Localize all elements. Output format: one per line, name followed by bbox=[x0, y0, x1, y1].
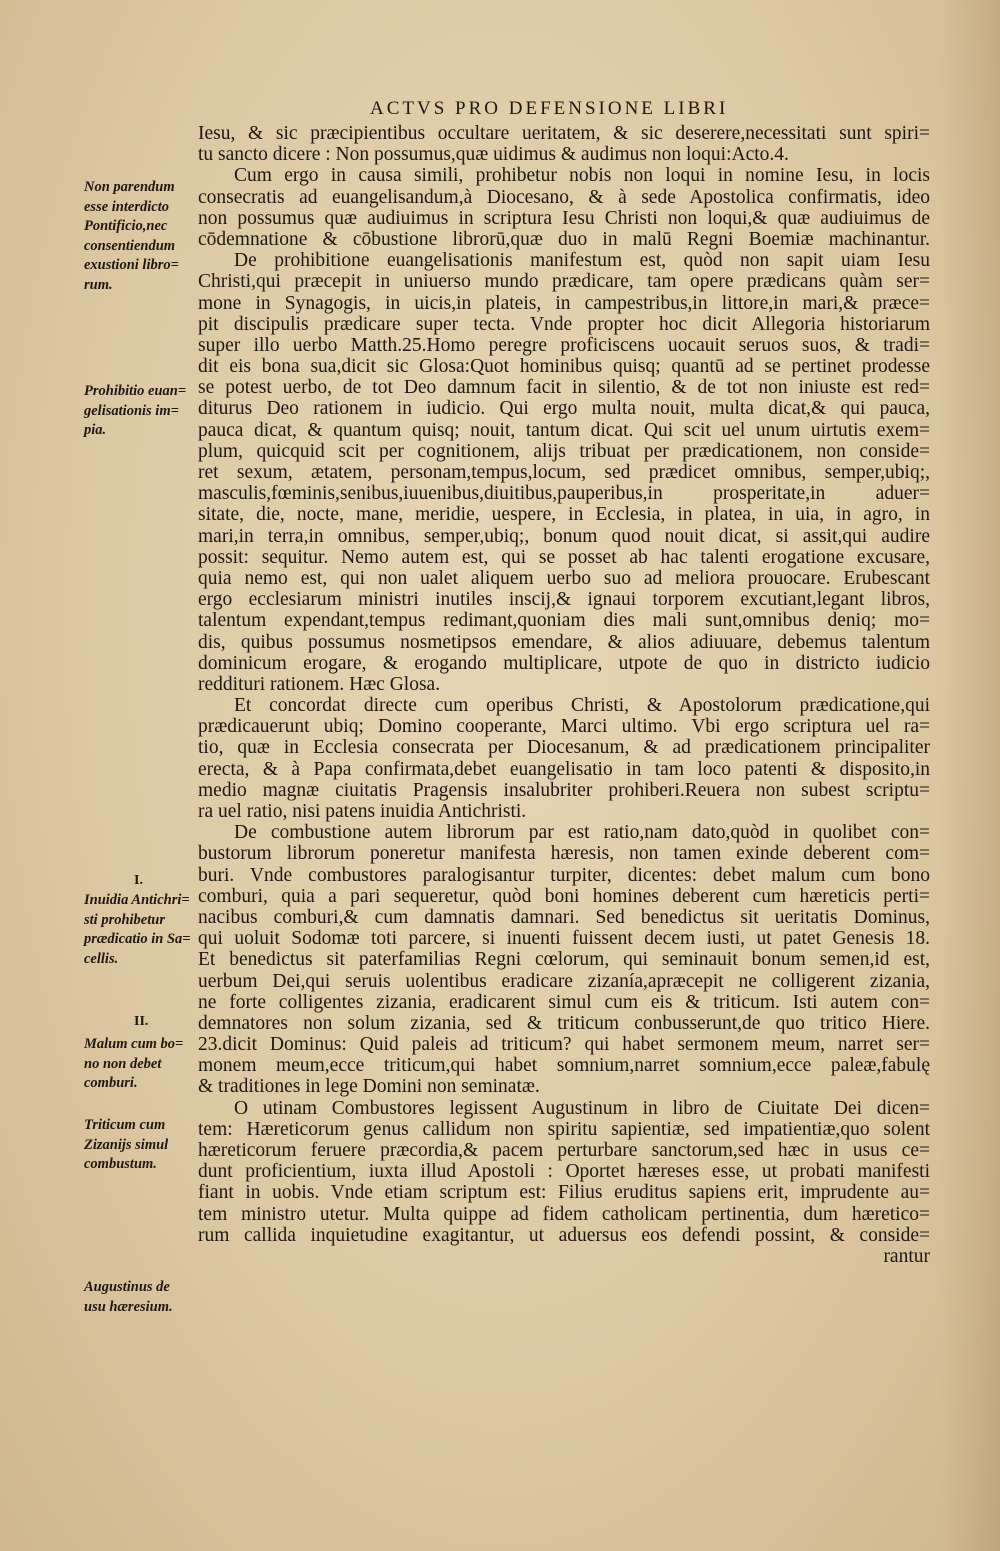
paragraph-start-line: Cum ergo in causa simili, prohibetur nobis non loqui in nomine Iesu, in locis bbox=[234, 165, 930, 187]
margin-note-triticum bbox=[84, 1116, 202, 1175]
text-line: reddituri rationem. Hæc Glosa. bbox=[198, 673, 441, 695]
text-line: tio, quæ in Ecclesia consecrata per Diocesanum, & ad prædicationem principaliter bbox=[198, 737, 930, 759]
text-line: sitate, die, nocte, mane, meridie, uespere, in Ecclesia, in platea, in uia, in agro, in bbox=[198, 504, 930, 526]
text-line: dit eis bona sua,dicit sic Glosa:Quot hominibus quisq; quantū ad se pertinet prodesse bbox=[198, 356, 930, 378]
text-line: tem: Hæreticorum genus callidum non spiritu sapientiæ, sed impatientiæ,quo solent bbox=[198, 1118, 930, 1140]
margin-note-line: Inuidia Antichri= bbox=[84, 892, 190, 908]
text-line: dunt proficientium, iuxta illud Apostoli : Oportet hæreses esse, ut probati manifesti bbox=[198, 1161, 930, 1183]
text-line: masculis,fœminis,senibus,iuuenibus,diuitibus,pauperibus,in prosperitate,in aduer= bbox=[198, 483, 930, 505]
text-line: comburi, quia a pari sequeretur, quòd boni homines deberent cum hæreticis perti= bbox=[198, 885, 930, 907]
main-text-block bbox=[198, 123, 930, 1267]
margin-note-inuidia bbox=[84, 891, 202, 969]
margin-note-interdict bbox=[84, 178, 202, 295]
margin-note-line: Non parendum bbox=[84, 179, 175, 195]
text-line: se potest uerbo, de tot Deo damnum facit in silentio, & de tot non iniuste est red= bbox=[198, 377, 930, 399]
text-line: Christi,qui præcepit in uniuerso mundo prædicare, tam opere prædicans quàm ser= bbox=[198, 271, 930, 293]
text-line: cōdemnatione & cōbustione librorū,quæ duo in malū Regni Boemiæ machinantur. bbox=[198, 228, 930, 250]
margin-note-line: gelisationis im= bbox=[84, 402, 179, 419]
margin-note-line: Pontificio,nec bbox=[84, 218, 168, 234]
text-line: dominicum erogare, & erogando multiplicare, utpote de quo in districto iudicio bbox=[198, 652, 930, 674]
text-line: qui uoluit Sodomæ toti parcere, si inuenti fuissent decem iusti, ut patet Genesis 18. bbox=[198, 928, 930, 950]
text-line: diturus Deo rationem in iudicio. Qui ergo multa nouit, multa dicat,& qui pauca, bbox=[198, 398, 930, 420]
margin-note-line: esse interdicto bbox=[84, 198, 169, 215]
text-line: demnatores non solum zizania, sed & triticum conbusserunt,de quo tritico Hiere. bbox=[198, 1012, 930, 1034]
text-line: talentum expendant,tempus redimant,quoniam dies mali sunt,omnibus deniq; mo= bbox=[198, 610, 930, 632]
text-line: rum callida inquietudine exagitantur, ut aduersus eos defendi possint, & conside= bbox=[198, 1224, 930, 1246]
text-line: monem meum,ecce triticum,qui habet somnium,narret somnium,ecce paleæ,fabulę bbox=[198, 1055, 930, 1077]
text-line: medio magnæ ciuitatis Pragensis insalubriter prohiberi.Reuera non subest scriptu= bbox=[198, 779, 930, 801]
margin-note-line: pia. bbox=[84, 422, 107, 438]
text-line: pauca dicat, & quantum quisq; nouit, tantum dicat. Qui scit uel unum uirtutis exem= bbox=[198, 419, 930, 441]
text-line: ra uel ratio, nisi patens inuidia Antichristi. bbox=[198, 801, 527, 822]
text-line: erecta, & à Papa confirmata,debet euangelisatio in tam loco patenti & disposito,in bbox=[198, 758, 930, 780]
margin-note-line: prædicatio in Sa= bbox=[84, 931, 191, 947]
text-line: super illo uerbo Matth.25.Homo peregre proficiscens uocauit seruos suos, & tradi= bbox=[198, 334, 930, 356]
catchword: rantur bbox=[883, 1245, 930, 1267]
margin-note-line: comburi. bbox=[84, 1075, 138, 1091]
text-line: nacibus comburi,& cum damnatis damnari. Sed benedictus sit ueritatis Dominus, bbox=[198, 906, 930, 928]
text-line: tu sancto dicere : Non possumus,quæ uidimus & audimus non loqui:Acto.4. bbox=[198, 144, 789, 166]
paragraph-start-line: O utinam Combustores legissent Augustinum in libro de Ciuitate Dei dicen= bbox=[234, 1097, 930, 1119]
margin-note-augustinus bbox=[84, 1278, 202, 1317]
margin-note-line: no non debet bbox=[84, 1055, 162, 1072]
text-line: consecratis ad euangelisandum,à Diocesano, & à sede Apostolica confirmatis, ideo bbox=[198, 186, 930, 208]
text-line: buri. Vnde combustores paralogisantur turpiter, dicentes: debet malum cum bono bbox=[198, 864, 930, 886]
margin-note-line: sti prohibetur bbox=[84, 911, 165, 928]
paragraph-start-line: De combustione autem librorum par est ratio,nam dato,quòd in quolibet con= bbox=[234, 822, 930, 844]
paragraph-start-line: De prohibitione euangelisationis manifestum est, quòd non sapit uiam Iesu bbox=[234, 250, 930, 272]
page-gutter-shadow bbox=[940, 0, 1000, 1551]
margin-note-line: cellis. bbox=[84, 950, 119, 967]
text-line: fiant in uobis. Vnde etiam scriptum est: Filius eruditus sapiens erit, imprudente au= bbox=[198, 1182, 930, 1204]
margin-note-line: rum. bbox=[84, 276, 113, 293]
text-line: mone in Synagogis, in uicis,in plateis, in campestribus,in littore,in mari,& præce= bbox=[198, 292, 930, 314]
text-line: non possumus quæ audiuimus in scriptura Iesu Christi non loqui,& quæ audiuimus de bbox=[198, 207, 930, 229]
text-line: 23.dicit Dominus: Quid paleis ad triticum? qui habet sermonem meum, narret ser= bbox=[198, 1034, 930, 1056]
margin-ordinal-two: II. bbox=[134, 1014, 149, 1029]
text-line: mari,in terra,in omnibus, semper,ubiq;, bonum quod nouit dicat, si assit,qui audire bbox=[198, 525, 930, 547]
text-line: quia nemo est, qui non ualet aliquem uerbo suo ad meliora prouocare. Erubescant bbox=[198, 567, 930, 589]
text-line: prædicauerunt ubiq; Domino cooperante, Marci ultimo. Vbi ergo scriptura uel ra= bbox=[198, 716, 930, 738]
margin-note-line: Malum cum bo= bbox=[84, 1036, 184, 1052]
text-line: dis, quibus possumus nosmetipsos emendare, & alios adiuuare, debemus talentum bbox=[198, 631, 930, 653]
text-line: Et benedictus sit paterfamilias Regni cœlorum, qui seminauit bonum semen,id est, bbox=[198, 949, 930, 971]
text-line: plum, quicquid scit per cognitionem, alijs tribuat per prædicationem, non conside= bbox=[198, 440, 930, 462]
margin-note-malum bbox=[84, 1035, 202, 1094]
margin-note-line: Zizanijs simul bbox=[84, 1136, 169, 1153]
margin-note-line: Prohibitio euan= bbox=[84, 383, 187, 399]
margin-note-line: usu hæresium. bbox=[84, 1298, 173, 1315]
text-line: & traditiones in lege Domini non seminatæ. bbox=[198, 1076, 540, 1098]
margin-note-line: combustum. bbox=[84, 1156, 157, 1172]
text-line: ergo ecclesiarum ministri inutiles inscij,& ignaui torporem excutiant,legant libros, bbox=[198, 589, 930, 611]
text-line: pit discipulis prædicare super tecta. Vnde propter hoc dicit Allegoria historiarum bbox=[198, 313, 930, 335]
text-line: ne forte colligentes zizania, eradicarent simul cum eis & triticum. Isti autem con= bbox=[198, 991, 930, 1013]
paragraph-start-line: Et concordat directe cum operibus Christi, & Apostolorum prædicatione,qui bbox=[234, 695, 930, 717]
margin-note-prohibitio bbox=[84, 382, 202, 441]
margin-note-line: Triticum cum bbox=[84, 1117, 166, 1133]
margin-note-line: exustioni libro= bbox=[84, 257, 179, 273]
text-line: ret sexum, ætatem, personam,tempus,locum, sed prædicet omnibus, semper,ubiq;, bbox=[198, 462, 930, 483]
text-line: hæreticorum feruere præcordia,& pacem perturbare sanctorum,sed hæc in usus ce= bbox=[198, 1140, 930, 1161]
running-head: ACTVS PRO DEFENSIONE LIBRI bbox=[370, 98, 729, 119]
margin-note-line: Augustinus de bbox=[84, 1279, 170, 1295]
text-line: bustorum librorum poneretur manifesta hæresis, non tamen exinde deberent com= bbox=[198, 843, 930, 865]
text-line: uerbum Dei,qui seruis uolentibus eradicare zizanía,apræcepit ne colligerent zizania, bbox=[198, 970, 930, 992]
text-line: Iesu, & sic præcipientibus occultare ueritatem, & sic deserere,necessitati sunt spiri= bbox=[198, 123, 930, 144]
margin-ordinal-one: I. bbox=[134, 873, 143, 888]
margin-note-line: consentiendum bbox=[84, 237, 176, 254]
text-line: possit: sequitur. Nemo autem est, qui se posset ab hac talenti erogatione excusare, bbox=[198, 546, 930, 568]
text-line: tem ministro utetur. Multa quippe ad fidem catholicam pertinentia, dum hæretico= bbox=[198, 1203, 930, 1225]
